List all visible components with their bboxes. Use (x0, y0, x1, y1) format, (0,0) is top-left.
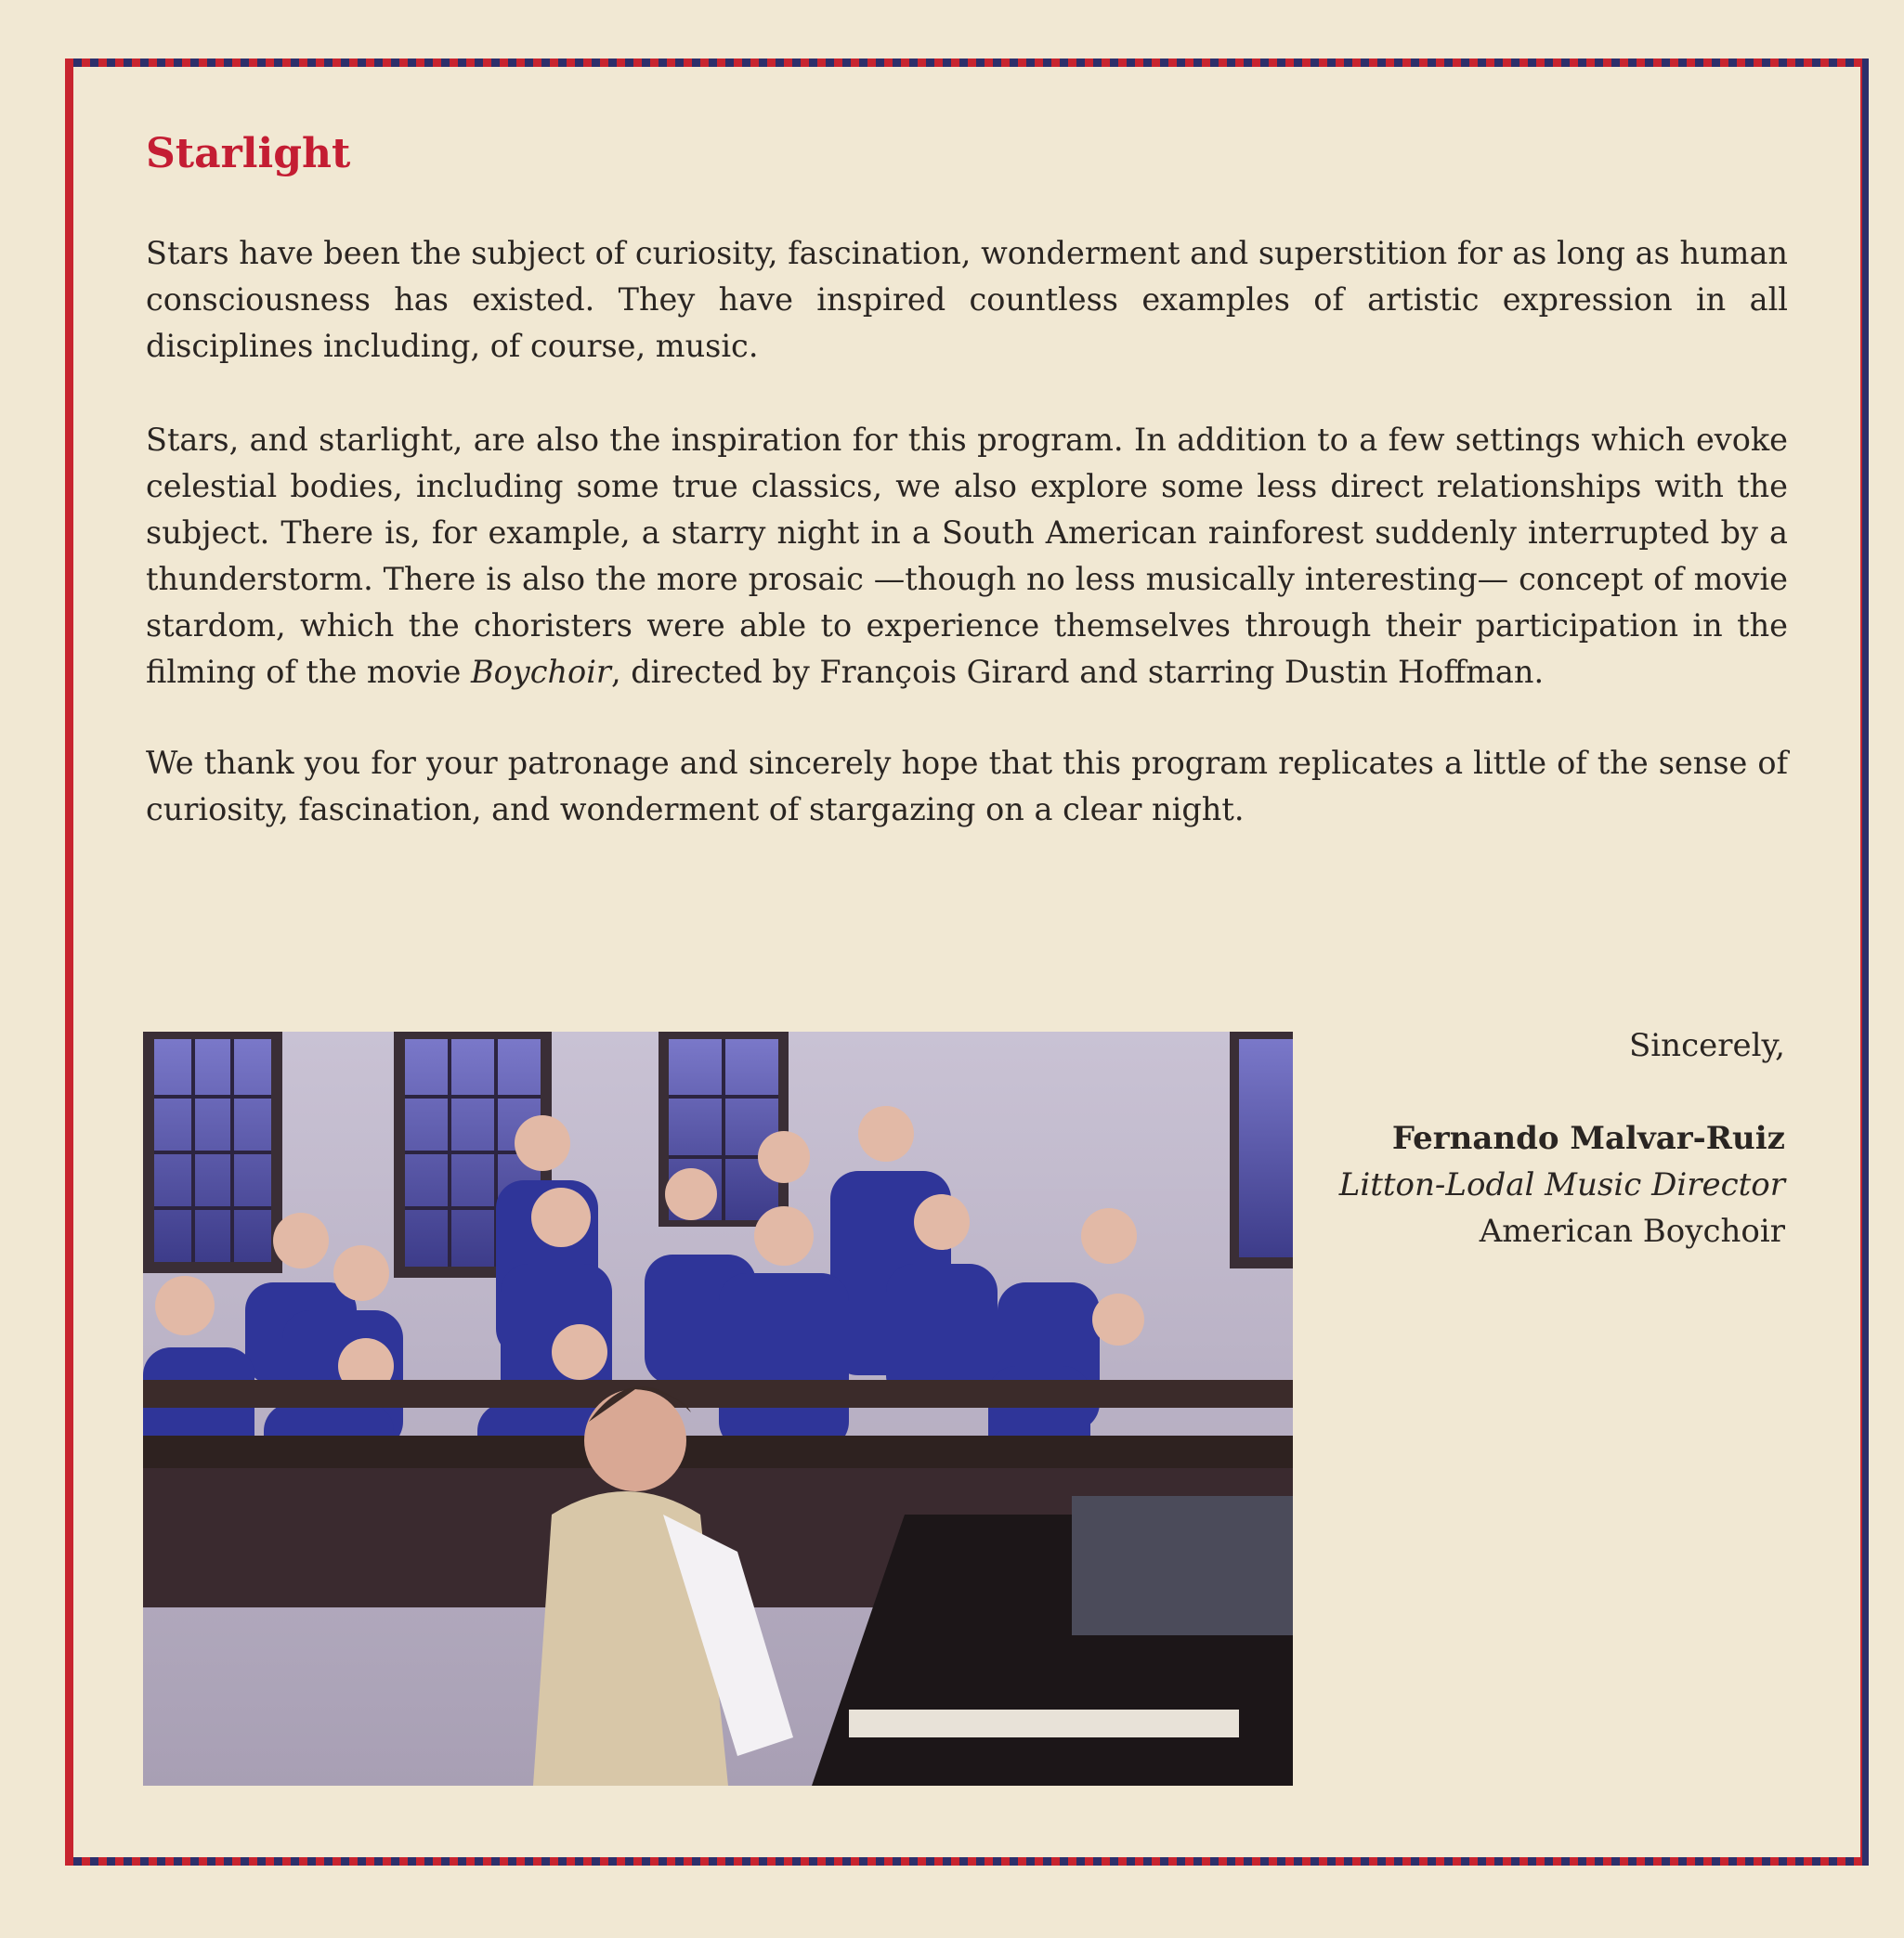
signatory-organization: American Boychoir (1479, 1213, 1785, 1250)
thanks-paragraph: We thank you for your patronage and sincerely hope that this program replicates a little of the sense of curiosity, fascination, and wonderment of stargazing on a clear night. (146, 745, 1788, 827)
signatory-role: Litton-Lodal Music Director (1338, 1166, 1785, 1203)
program-paragraph (146, 417, 1788, 696)
movie-title: Boychoir (470, 654, 611, 690)
page-title: Starlight (146, 130, 351, 177)
choir-photo (143, 1032, 1293, 1786)
program-paragraph-text-end: , directed by François Girard and starring Dustin Hoffman. (610, 654, 1545, 690)
window (1230, 1032, 1293, 1268)
program-paragraph-text: Stars, and starlight, are also the inspiration for this program. In addition to a few settings which evoke celestial bodies, including some true classics, we also explore some less direct relationships with the subject. There is, for example, a starry night in a South American rainforest suddenly interrupted by a thunderstorm. There is also the more prosaic —though no less musically interesting— concept of movie stardom, which the choristers were able to experience themselves through their participation in the filming of the movie (146, 422, 1788, 690)
intro-paragraph: Stars have been the subject of curiosity, fascination, wonderment and superstition for as long as human consciousness has existed. They have inspired countless examples of artistic expression in all disciplines including, of course, music. (146, 235, 1788, 364)
closing-salutation: Sincerely, (1629, 1027, 1785, 1064)
signatory-name: Fernando Malvar-Ruiz (1391, 1120, 1785, 1157)
